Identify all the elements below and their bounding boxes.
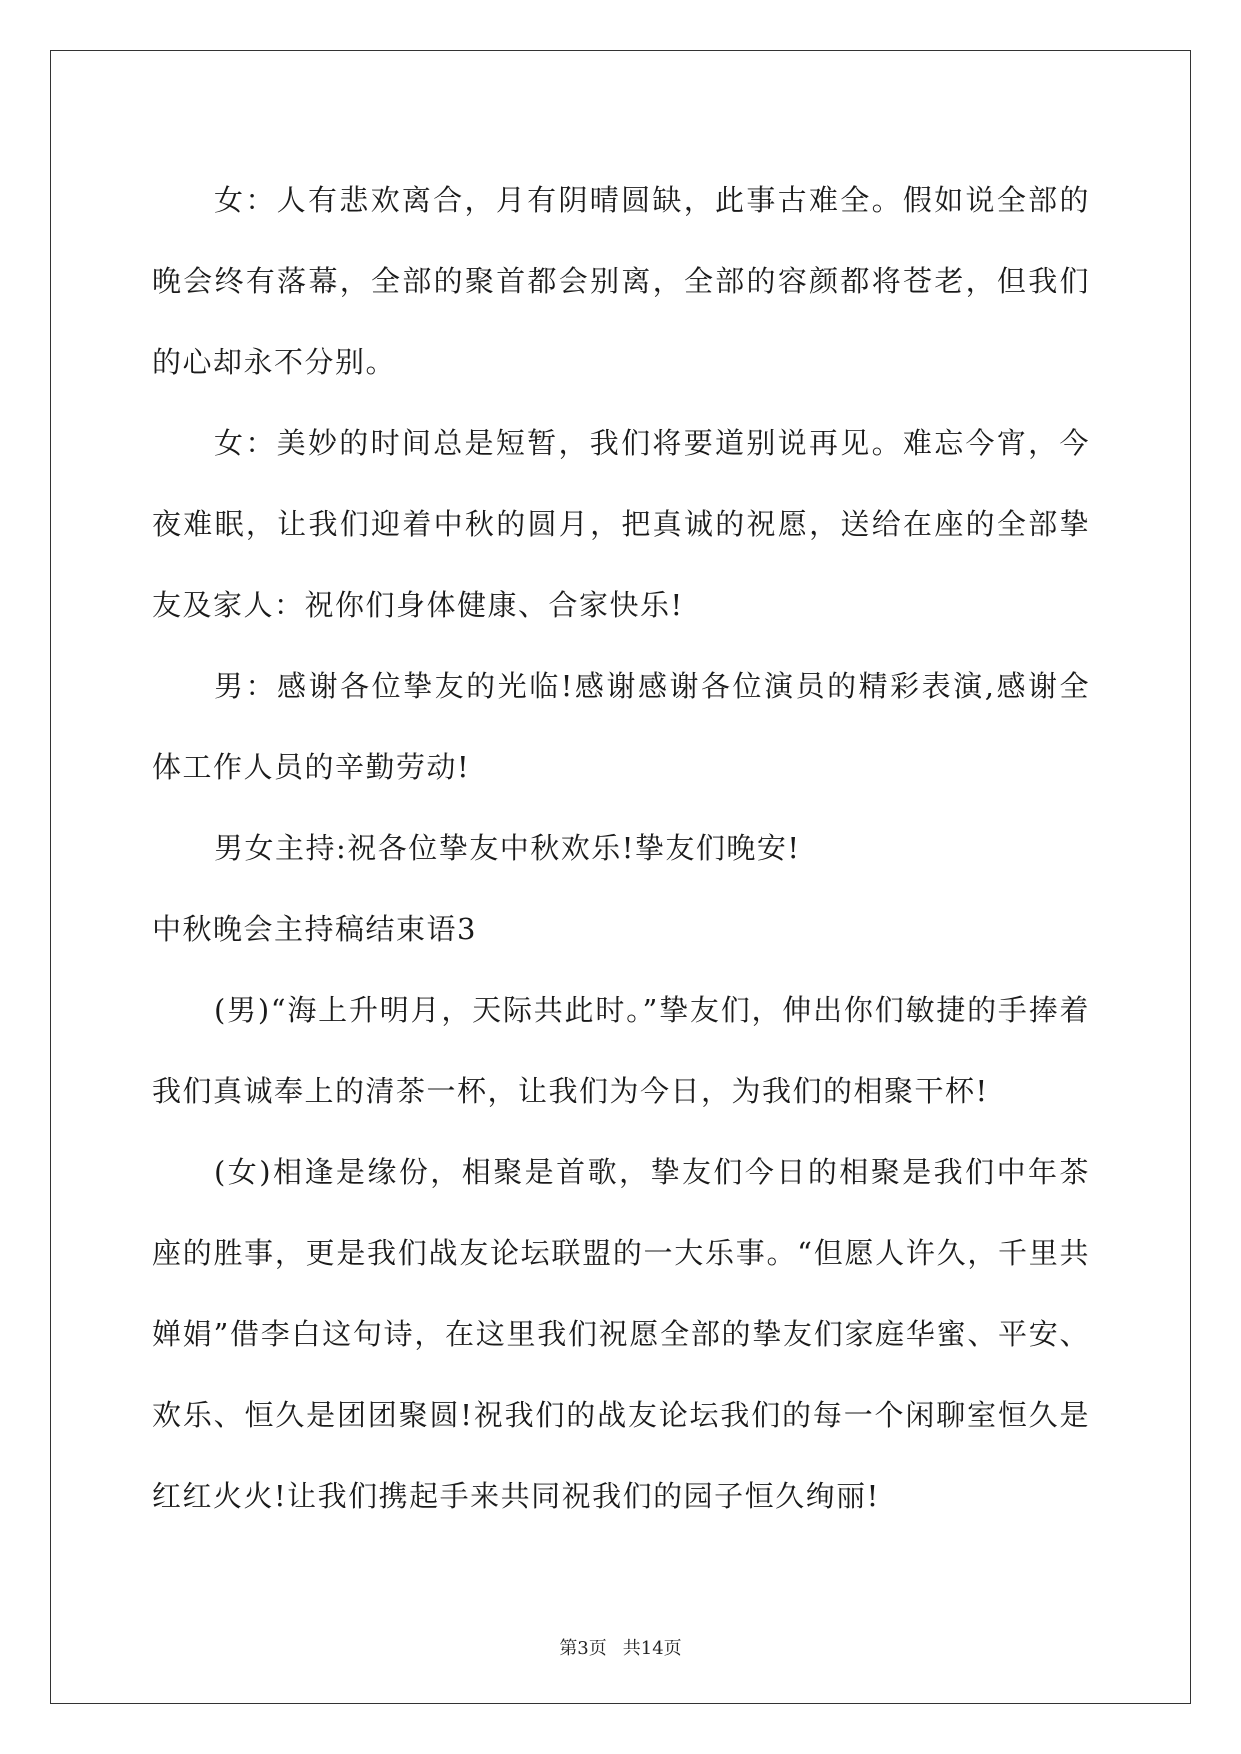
- document-body: [152, 160, 1090, 1537]
- paragraph: 女：人有悲欢离合，月有阴晴圆缺，此事古难全。假如说全部的晚会终有落幕，全部的聚首都会别离，全部的容颜都将苍老，但我们的心却永不分别。: [152, 183, 1090, 379]
- paragraph: (男)“海上升明月，天际共此时。”挚友们，伸出你们敏捷的手捧着我们真诚奉上的清茶一杯，让我们为今日，为我们的相聚干杯!: [152, 993, 1090, 1108]
- paragraph: 男：感谢各位挚友的光临!感谢感谢各位演员的精彩表演,感谢全体工作人员的辛勤劳动!: [152, 669, 1090, 784]
- section-heading: 中秋晚会主持稿结束语3: [152, 912, 477, 946]
- page-total: 共14页: [622, 1638, 682, 1659]
- page-footer: [0, 1634, 1241, 1660]
- paragraph: 女：美妙的时间总是短暂，我们将要道别说再见。难忘今宵，今夜难眠，让我们迎着中秋的圆月，把真诚的祝愿，送给在座的全部挚友及家人：祝你们身体健康、合家快乐!: [152, 426, 1090, 622]
- paragraph: (女)相逢是缘份，相聚是首歌，挚友们今日的相聚是我们中年茶座的胜事，更是我们战友论坛联盟的一大乐事。“但愿人许久，千里共婵娟”借李白这句诗，在这里我们祝愿全部的挚友们家庭华蜜、平安、欢乐、恒久是团团聚圆!祝我们的战友论坛我们的每一个闲聊室恒久是红红火火!让我们携起手来共同祝我们的园子恒久绚丽!: [152, 1155, 1090, 1513]
- page-number: 第3页: [559, 1638, 607, 1659]
- paragraph: 男女主持:祝各位挚友中秋欢乐!挚友们晚安!: [214, 831, 801, 865]
